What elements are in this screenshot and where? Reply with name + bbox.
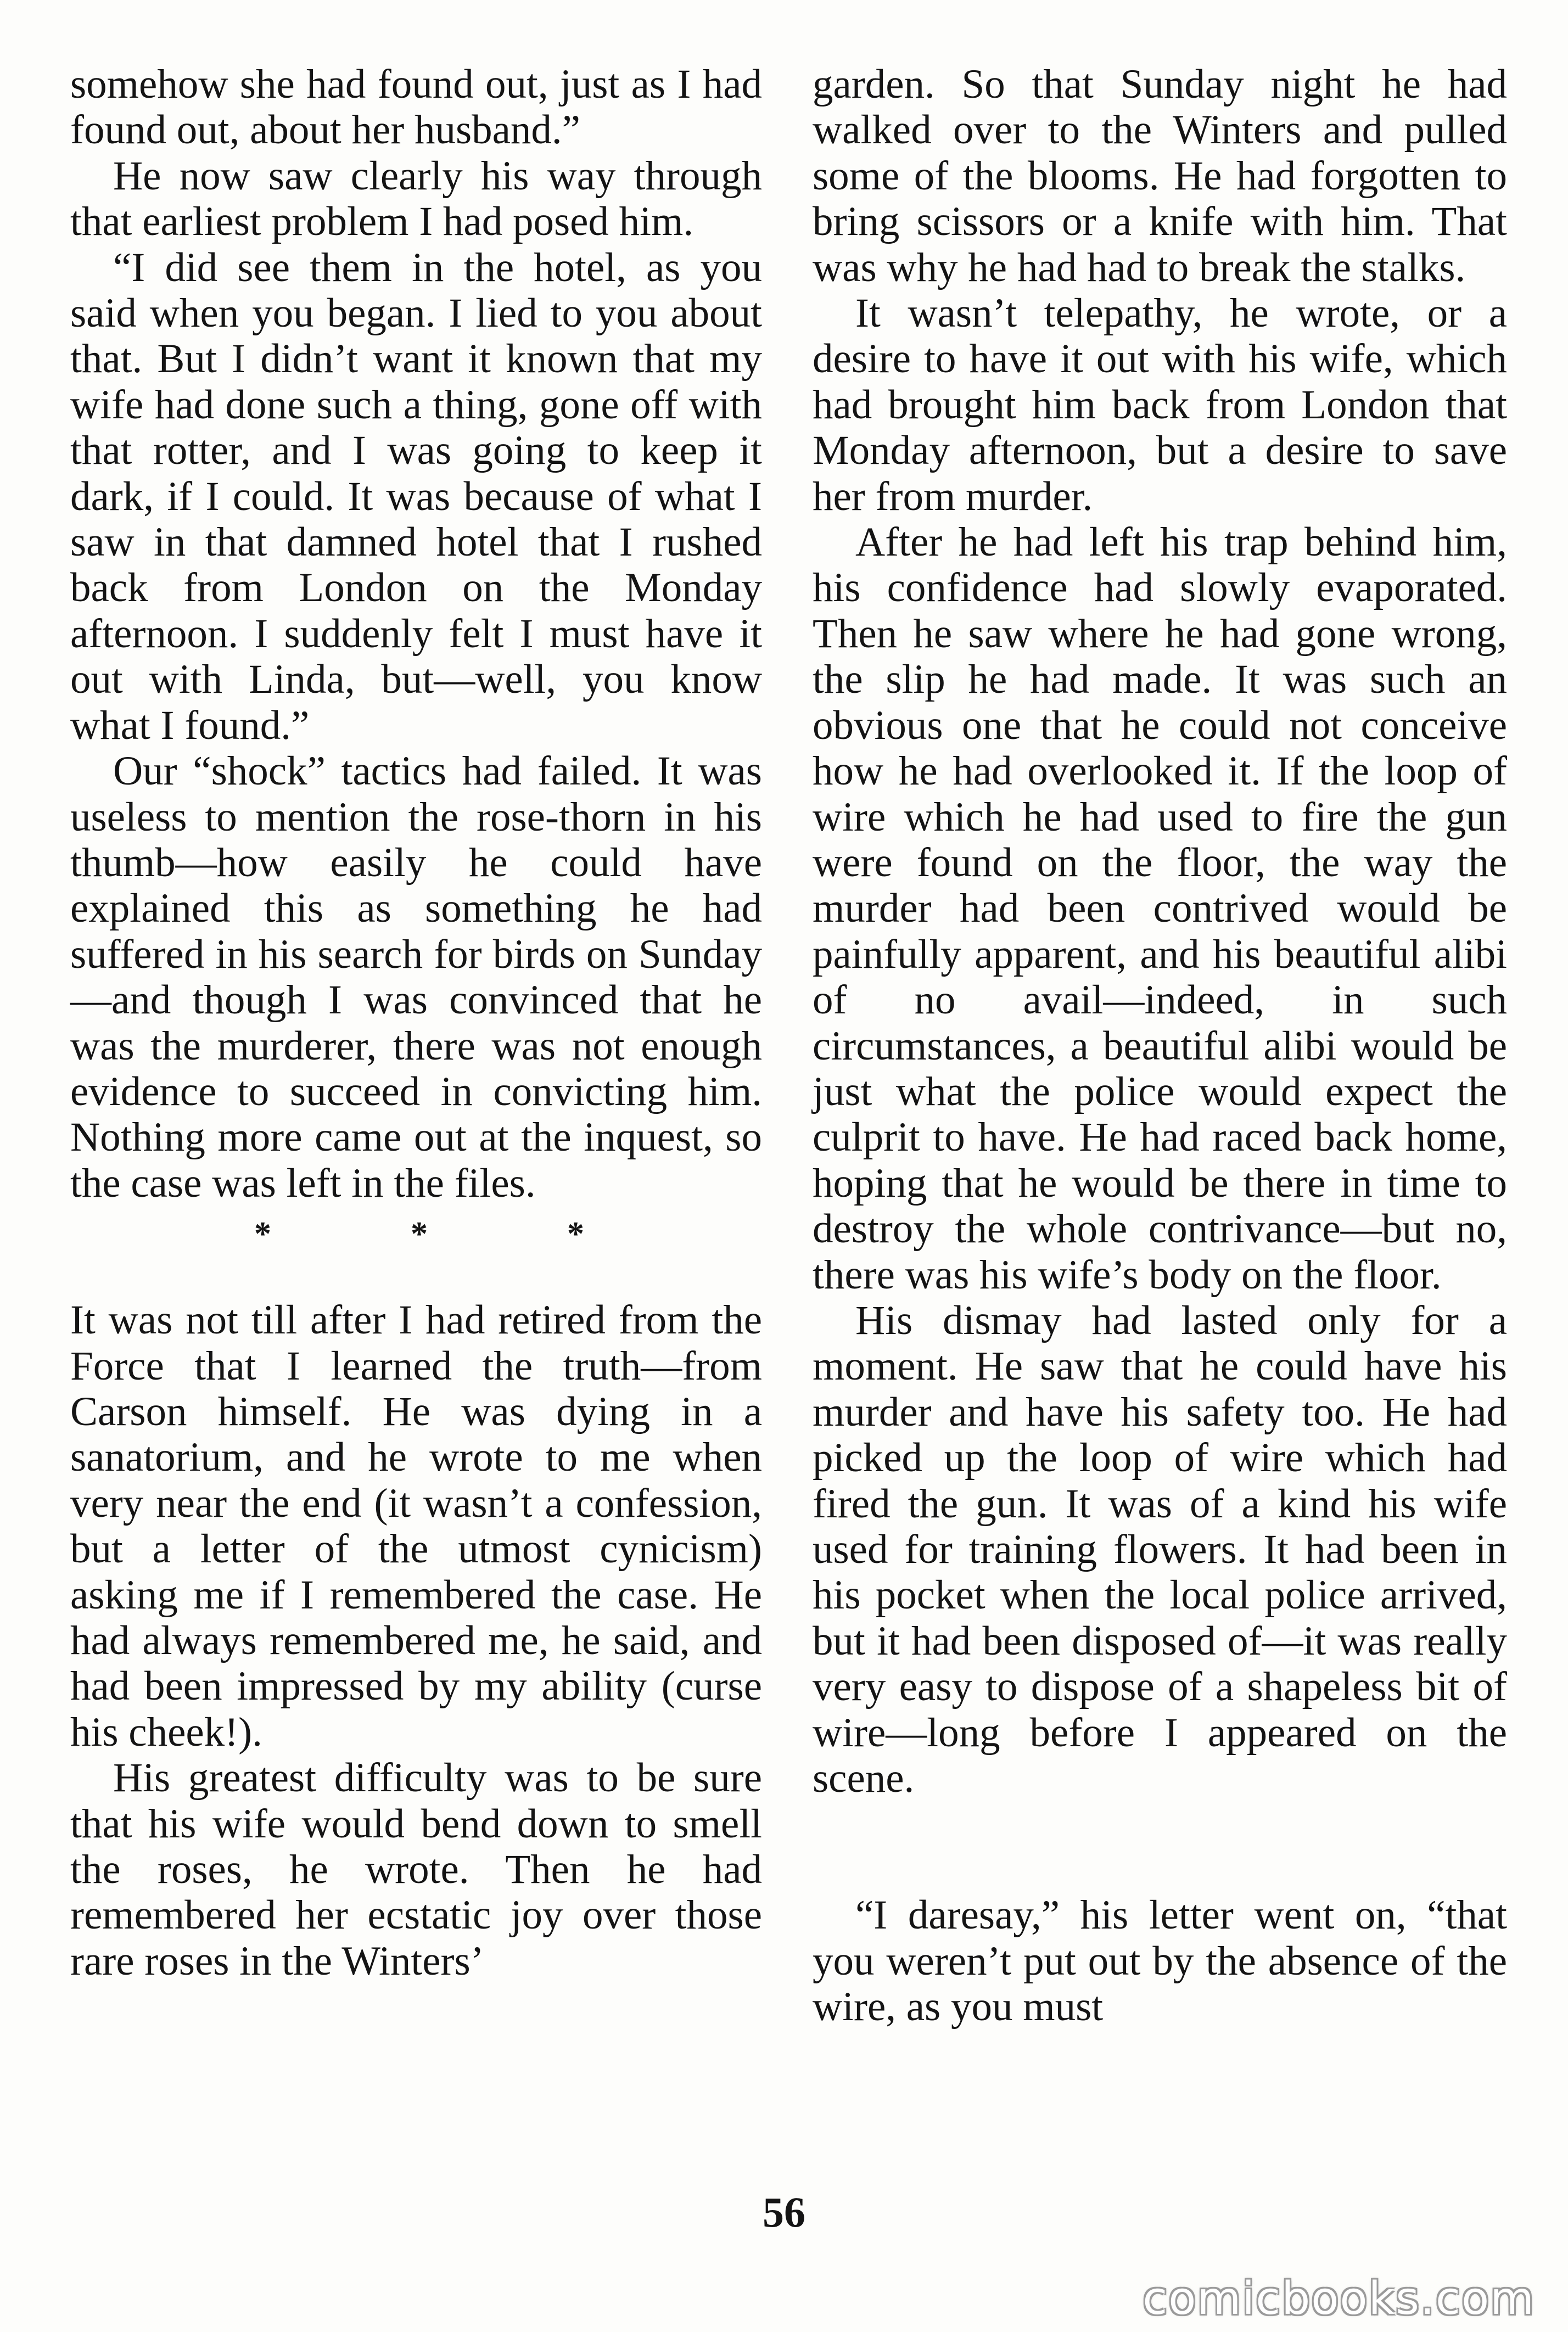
paragraph: “I daresay,” his letter went on, “that you weren’t put out by the absence of the wire, as you must (813, 1892, 1507, 2030)
right-column (813, 61, 1507, 2030)
separator-star: * (567, 1215, 584, 1253)
paragraph: Our “shock” tactics had failed. It was useless to mention the rose-thorn in his thumb—how easily he could have explained this as something he had suffered in his search for birds on Sunday—and though I was convinced that he was the murderer, there was not enough evidence to succeed in convicting him. Nothing more came out at the inquest, so the case was left in the files. (70, 748, 762, 1206)
paragraph: It wasn’t telepathy, he wrote, or a desire to have it out with his wife, which had brought him back from London that Monday afternoon, but a desire to save her from murder. (813, 290, 1507, 519)
separator-star: * (254, 1215, 271, 1253)
left-paragraphs-after-break (70, 1297, 762, 1984)
paragraph: He now saw clearly his way through that earliest problem I had posed him. (70, 153, 762, 245)
page-number: 56 (763, 2188, 805, 2236)
watermark: comicbooks.com (1143, 2273, 1535, 2325)
section-separator (70, 1206, 762, 1297)
paragraph: His dismay had lasted only for a moment. He saw that he could have his murder and have his safety too. He had picked up the loop of wire which had fired the gun. It was of a kind his wife used for training flowers. It had been in his pocket when the local police arrived, but it had been disposed of—it was really very easy to dispose of a shapeless bit of wire—long before I appeared on the scene. (813, 1297, 1507, 1802)
paragraph: garden. So that Sunday night he had walked over to the Winters and pulled some of the blooms. He had forgotten to bring scissors or a knife with him. That was why he had had to break the stalks. (813, 61, 1507, 290)
left-column (70, 61, 762, 1984)
section-gap (813, 1801, 1507, 1892)
right-paragraphs (813, 61, 1507, 1801)
right-paragraphs-after-gap (813, 1892, 1507, 2030)
paragraph: “I did see them in the hotel, as you said when you began. I lied to you about that. But I didn’t want it known that my wife had done such a thing, gone off with that rotter, and I was going to keep it dark, if I could. It was because of what I saw in that damned hotel that I rushed back from London on the Monday afternoon. I suddenly felt I must have it out with Linda, but—well, you know what I found.” (70, 244, 762, 748)
paragraph: His greatest difficulty was to be sure that his wife would bend down to smell the roses, he wrote. Then he had remembered her ecstatic joy over those rare roses in the Winters’ (70, 1755, 762, 1984)
paragraph: It was not till after I had retired from the Force that I learned the truth—from Carson himself. He was dying in a sanatorium, and he wrote to me when very near the end (it wasn’t a confession, but a letter of the utmost cynicism) asking me if I remembered the case. He had always remembered me, he said, and had been impressed by my ability (curse his cheek!). (70, 1297, 762, 1755)
paragraph: After he had left his trap behind him, his confidence had slowly evaporated. Then he saw where he had gone wrong, the slip he had made. It was such an obvious one that he could not conceive how he had overlooked it. If the loop of wire which he had used to fire the gun were found on the floor, the way the murder had been contrived would be painfully apparent, and his beautiful alibi of no avail—indeed, in such circumstances, a beautiful alibi would be just what the police would expect the culprit to have. He had raced back home, hoping that he would be there in time to destroy the whole contrivance—but no, there was his wife’s body on the floor. (813, 519, 1507, 1298)
left-paragraphs (70, 61, 762, 1206)
separator-star: * (411, 1215, 428, 1253)
paragraph: somehow she had found out, just as I had found out, about her husband.” (70, 61, 762, 153)
